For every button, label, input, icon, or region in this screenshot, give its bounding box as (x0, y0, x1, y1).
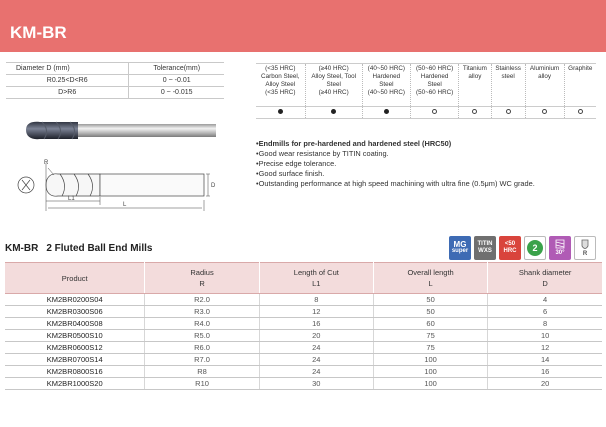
material-label-line: Alloy Steel (265, 81, 296, 88)
table-row (5, 366, 602, 378)
material-column-label (362, 64, 410, 107)
tolerance-cell: D>R6 (6, 87, 129, 99)
material-label-line: Graphite (568, 65, 593, 72)
materials-names-row (256, 64, 596, 107)
material-label-line: (<35 HRC) (265, 65, 296, 72)
product-code-cell: KM2BR0400S08 (5, 318, 145, 330)
ball-nose-shape-icon (577, 239, 593, 251)
spec-cell: 75 (373, 330, 487, 342)
products-header-cell (373, 263, 487, 294)
products-header-cell (488, 263, 602, 294)
spec-cell: 14 (488, 354, 602, 366)
tolerance-table (6, 62, 224, 99)
feature-item: • Good surface finish. (256, 169, 601, 179)
page-title: KM-BR (10, 23, 67, 42)
mg-badge-bottom: super (451, 248, 469, 254)
material-column-label (411, 64, 459, 107)
spec-cell: R5.0 (145, 330, 259, 342)
tolerance-cell: 0 ~ -0.01 (129, 75, 224, 87)
spec-badges (449, 236, 596, 260)
hrc-icon (499, 236, 521, 260)
material-suitability-cell (459, 107, 491, 119)
label-l: L (123, 202, 127, 208)
material-label-line: Carbon Steel, (261, 73, 300, 80)
spec-cell: R3.0 (145, 306, 259, 318)
helix-angle-icon (549, 236, 571, 260)
tolerance-header-diameter: Diameter D (mm) (6, 63, 129, 75)
filled-dot-icon (384, 109, 389, 114)
table-row (5, 306, 602, 318)
table-row (5, 330, 602, 342)
spec-cell: 16 (259, 318, 373, 330)
tolerance-cell: 0 ~ -0.015 (129, 87, 224, 99)
tolerance-row (6, 75, 224, 87)
label-r: R (44, 160, 49, 166)
spec-cell: 24 (259, 354, 373, 366)
empty-circle-icon (432, 109, 437, 114)
spec-cell: R10 (145, 378, 259, 390)
material-label-line: Titanium (462, 65, 487, 72)
titin-coating-icon (474, 236, 496, 260)
spec-cell: R4.0 (145, 318, 259, 330)
product-code-cell: KM2BR1000S20 (5, 378, 145, 390)
table-row (5, 294, 602, 306)
material-column-label (459, 64, 491, 107)
spec-cell: 24 (259, 366, 373, 378)
spec-cell: 8 (488, 318, 602, 330)
products-header-row (5, 263, 602, 294)
spec-cell: 30 (259, 378, 373, 390)
feature-item: • Good wear resistance by TITIN coating. (256, 149, 601, 159)
material-label-line: Steel (326, 81, 341, 88)
header-label: Overall length (407, 268, 454, 277)
product-code-cell: KM2BR0500S10 (5, 330, 145, 342)
material-column-label (564, 64, 596, 107)
material-column-label (525, 64, 564, 107)
header-label: Product (61, 273, 88, 283)
material-column-label (305, 64, 362, 107)
section-code: KM-BR (5, 243, 39, 254)
flute-count: 2 (527, 240, 543, 256)
header-label: Radius (190, 268, 214, 277)
header-symbol: R (199, 279, 205, 288)
filled-dot-icon (278, 109, 283, 114)
helix-drill-icon (552, 239, 568, 250)
spec-cell: R8 (145, 366, 259, 378)
material-label-line: (50~60 HRC) (415, 89, 454, 96)
ball-nose-label: R (582, 250, 588, 257)
features-headline: • Endmills for pre-hardened and hardened steel (HRC50) (256, 139, 601, 149)
spec-cell: R2.0 (145, 294, 259, 306)
material-column-label (491, 64, 525, 107)
feature-item: • Outstanding performance at high speed machining with ultra fine (0.5μm) WC grade. (256, 179, 601, 189)
material-label-line: Stainless (495, 65, 521, 72)
helix-angle: 30° (555, 250, 565, 256)
material-label-line: steel (501, 73, 515, 80)
spec-cell: 20 (488, 378, 602, 390)
product-code-cell: KM2BR0700S14 (5, 354, 145, 366)
spec-cell: R6.0 (145, 342, 259, 354)
product-code-cell: KM2BR0600S12 (5, 342, 145, 354)
spec-cell: 100 (373, 378, 487, 390)
tolerance-row (6, 87, 224, 99)
material-label-line: Hardened (372, 73, 401, 80)
table-row (5, 354, 602, 366)
product-code-cell: KM2BR0200S04 (5, 294, 145, 306)
header-symbol: L (428, 279, 433, 288)
material-suitability-cell (491, 107, 525, 119)
material-suitability-cell (362, 107, 410, 119)
spec-cell: 24 (259, 342, 373, 354)
product-code-cell: KM2BR0800S16 (5, 366, 145, 378)
mg-super-icon (449, 236, 471, 260)
products-table (5, 262, 602, 390)
material-label-line: alloy (468, 73, 482, 80)
material-label-line: (40~50 HRC) (367, 65, 406, 72)
material-label-line: Alloy Steel, Tool (311, 73, 357, 80)
section-title (5, 243, 152, 254)
endmill-drawing (12, 113, 230, 223)
spec-cell: 100 (373, 354, 487, 366)
spec-cell: 16 (488, 366, 602, 378)
material-label-line: Aluminium (529, 65, 560, 72)
table-row (5, 378, 602, 390)
material-label-line: Hardened (420, 73, 449, 80)
label-d: D (211, 183, 216, 189)
spec-cell: 75 (373, 342, 487, 354)
product-code-cell: KM2BR0300S06 (5, 306, 145, 318)
header-label: Length of Cut (293, 268, 339, 277)
section-name: 2 Fluted Ball End Mills (46, 243, 153, 254)
spec-cell: 50 (373, 294, 487, 306)
products-header-cell (259, 263, 373, 294)
spec-cell: 6 (488, 306, 602, 318)
spec-cell: 12 (488, 342, 602, 354)
mg-badge-top: MG (453, 240, 467, 249)
material-column-label (256, 64, 305, 107)
table-row (5, 318, 602, 330)
hrc-badge-bottom: HRC (503, 248, 517, 254)
material-label-line: (<35 HRC) (265, 89, 296, 96)
material-label-line: alloy (538, 73, 552, 80)
spec-cell: 10 (488, 330, 602, 342)
tolerance-header-row (6, 63, 224, 75)
flute-count-icon (524, 236, 546, 260)
material-suitability-cell (525, 107, 564, 119)
spec-cell: 60 (373, 318, 487, 330)
header-symbol: L1 (312, 279, 321, 288)
empty-circle-icon (542, 109, 547, 114)
products-body (5, 294, 602, 390)
titin-badge-bottom: WXS (478, 248, 492, 254)
products-header-cell (5, 263, 145, 294)
spec-cell: 12 (259, 306, 373, 318)
header-symbol: D (542, 279, 548, 288)
material-suitability-cell (256, 107, 305, 119)
material-label-line: (≥40 HRC) (318, 65, 349, 72)
material-label-line: (≥40 HRC) (318, 89, 349, 96)
header-banner (0, 0, 606, 52)
empty-circle-icon (472, 109, 477, 114)
tolerance-header-tolerance: Tolerance(mm) (129, 63, 224, 75)
filled-dot-icon (331, 109, 336, 114)
table-row (5, 342, 602, 354)
empty-circle-icon (578, 109, 583, 114)
features-list (256, 139, 601, 189)
hrc-badge-top: <50 (504, 241, 516, 247)
header-label: Shank diameter (518, 268, 572, 277)
materials-table (256, 63, 596, 119)
spec-cell: R7.0 (145, 354, 259, 366)
products-header-cell (145, 263, 259, 294)
material-label-line: (40~50 HRC) (367, 89, 406, 96)
spec-cell: 50 (373, 306, 487, 318)
empty-circle-icon (506, 109, 511, 114)
material-suitability-cell (564, 107, 596, 119)
material-label-line: Steel (427, 81, 442, 88)
spec-cell: 20 (259, 330, 373, 342)
material-suitability-cell (305, 107, 362, 119)
endmill-schematic (18, 163, 210, 211)
material-label-line: (50~60 HRC) (415, 65, 454, 72)
label-l1: L1 (68, 196, 75, 202)
material-label-line: Steel (379, 81, 394, 88)
titin-badge-top: TITIN (477, 241, 493, 247)
materials-suitability-row (256, 107, 596, 119)
endmill-photo (26, 122, 216, 139)
ball-nose-icon (574, 236, 596, 260)
feature-item: • Precise edge tolerance. (256, 159, 601, 169)
tolerance-cell: R0.25<D<R6 (6, 75, 129, 87)
spec-cell: 4 (488, 294, 602, 306)
spec-cell: 8 (259, 294, 373, 306)
spec-cell: 100 (373, 366, 487, 378)
material-suitability-cell (411, 107, 459, 119)
